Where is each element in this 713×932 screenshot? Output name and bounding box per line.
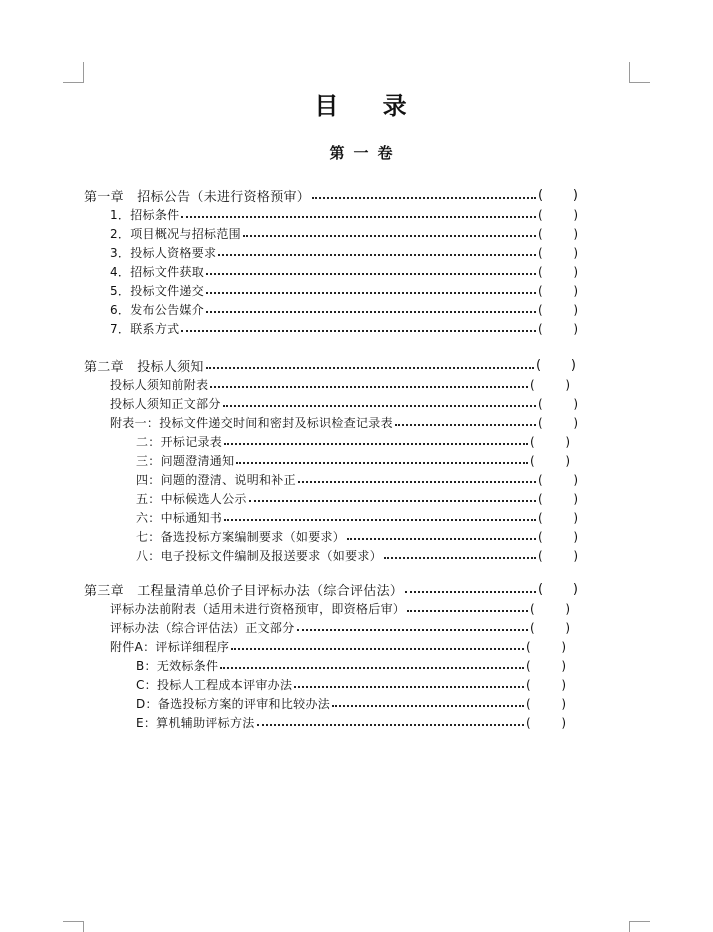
toc-entry[interactable] xyxy=(136,489,578,508)
corner-mark-bottom-left xyxy=(63,921,84,932)
toc-entry-title: 附件A：评标详细程序 xyxy=(110,640,230,654)
close-bracket: ) xyxy=(572,188,578,203)
open-bracket: ( xyxy=(526,658,531,673)
close-bracket: ) xyxy=(565,620,570,635)
toc-entry-title: 四：问题的澄清、说明和补正 xyxy=(136,473,296,487)
page-number-brackets xyxy=(538,582,578,597)
dot-leader xyxy=(298,480,536,483)
dot-leader xyxy=(210,385,528,388)
open-bracket: ( xyxy=(530,620,535,635)
toc-entry[interactable] xyxy=(110,243,578,262)
toc-entry[interactable] xyxy=(136,656,566,675)
open-bracket: ( xyxy=(526,715,531,730)
toc-entry-title: 三：问题澄清通知 xyxy=(136,454,235,468)
toc-entry-title: 八：电子投标文件编制及报送要求（如要求） xyxy=(136,549,383,563)
toc-entry-title: D：备选投标方案的评审和比较办法 xyxy=(136,697,331,711)
page-number-brackets xyxy=(538,549,578,563)
dot-leader xyxy=(206,272,536,275)
toc-entry-title: 六：中标通知书 xyxy=(136,511,223,525)
toc-entry-title: 第三章 工程量清单总价子目评标办法（综合评估法） xyxy=(84,584,404,599)
dot-leader xyxy=(395,423,536,426)
toc-entry[interactable] xyxy=(110,224,578,243)
page-number-brackets xyxy=(538,511,578,525)
toc-entry[interactable] xyxy=(110,394,578,413)
open-bracket: ( xyxy=(530,453,535,468)
dot-leader xyxy=(332,704,524,707)
page-number-brackets xyxy=(526,640,566,654)
open-bracket: ( xyxy=(530,601,535,616)
open-bracket: ( xyxy=(538,582,544,597)
page-number-brackets xyxy=(538,416,578,430)
close-bracket: ) xyxy=(565,601,570,616)
page-number-brackets xyxy=(526,697,566,711)
toc-entry-title: 评标办法（综合评估法）正文部分 xyxy=(110,621,295,635)
dot-leader xyxy=(231,647,524,650)
page-number-brackets xyxy=(530,454,570,468)
close-bracket: ) xyxy=(570,358,576,373)
page-number-brackets xyxy=(526,678,566,692)
close-bracket: ) xyxy=(573,302,578,317)
toc-entry-title: 评标办法前附表（适用未进行资格预审，即资格后审） xyxy=(110,602,406,616)
toc-entry-title: 2．项目概况与招标范围 xyxy=(110,227,241,241)
dot-leader xyxy=(312,196,536,199)
dot-leader xyxy=(206,310,536,313)
page-number-brackets xyxy=(538,208,578,222)
toc-entry[interactable] xyxy=(136,527,578,546)
close-bracket: ) xyxy=(565,453,570,468)
dot-leader xyxy=(384,556,536,559)
close-bracket: ) xyxy=(573,548,578,563)
page-number-brackets xyxy=(526,716,566,730)
close-bracket: ) xyxy=(573,264,578,279)
close-bracket: ) xyxy=(573,510,578,525)
open-bracket: ( xyxy=(538,321,543,336)
close-bracket: ) xyxy=(573,283,578,298)
toc-entry[interactable] xyxy=(110,637,566,656)
toc-entry[interactable] xyxy=(110,300,578,319)
close-bracket: ) xyxy=(565,434,570,449)
open-bracket: ( xyxy=(538,245,543,260)
close-bracket: ) xyxy=(573,472,578,487)
toc-entry[interactable] xyxy=(110,319,578,338)
page-number-brackets xyxy=(538,303,578,317)
dot-leader xyxy=(243,234,536,237)
dot-leader xyxy=(257,723,524,726)
page-number-brackets xyxy=(538,284,578,298)
dot-leader xyxy=(220,666,524,669)
close-bracket: ) xyxy=(573,245,578,260)
toc-entry-title: 1．招标条件 xyxy=(110,208,180,222)
dot-leader xyxy=(206,291,536,294)
toc-entry-title: 7．联系方式 xyxy=(110,322,180,336)
toc-entry[interactable] xyxy=(136,432,570,451)
page-number-brackets xyxy=(538,530,578,544)
close-bracket: ) xyxy=(572,582,578,597)
corner-mark-top-left xyxy=(63,62,84,83)
page-number-brackets xyxy=(538,322,578,336)
open-bracket: ( xyxy=(538,396,543,411)
close-bracket: ) xyxy=(565,377,570,392)
dot-leader xyxy=(223,404,536,407)
toc-entry-title: C：投标人工程成本评审办法 xyxy=(136,678,293,692)
close-bracket: ) xyxy=(561,639,566,654)
dot-leader xyxy=(224,518,536,521)
toc-entry[interactable] xyxy=(136,451,570,470)
corner-mark-top-right xyxy=(629,62,650,83)
toc-entry[interactable] xyxy=(136,694,566,713)
open-bracket: ( xyxy=(538,415,543,430)
page-number-brackets xyxy=(526,659,566,673)
dot-leader xyxy=(218,253,536,256)
dot-leader xyxy=(224,442,528,445)
page-number-brackets xyxy=(530,435,570,449)
toc-entry-title: 5．投标文件递交 xyxy=(110,284,205,298)
toc-entry-title: 附表一：投标文件递交时间和密封及标识检查记录表 xyxy=(110,416,393,430)
open-bracket: ( xyxy=(538,226,543,241)
toc-entry-title: E：算机辅助评标方法 xyxy=(136,716,255,730)
page-number-brackets xyxy=(538,397,578,411)
open-bracket: ( xyxy=(538,472,543,487)
open-bracket: ( xyxy=(538,548,543,563)
dot-leader xyxy=(407,609,528,612)
toc-entry-title: B：无效标条件 xyxy=(136,659,219,673)
volume-subtitle: 第一卷 xyxy=(329,144,402,162)
dot-leader xyxy=(347,537,536,540)
open-bracket: ( xyxy=(538,302,543,317)
toc-entry[interactable] xyxy=(136,470,578,489)
toc-entry[interactable] xyxy=(110,281,578,300)
close-bracket: ) xyxy=(573,491,578,506)
toc-entry-title: 七：备选投标方案编制要求（如要求） xyxy=(136,530,346,544)
corner-mark-bottom-right xyxy=(629,921,650,932)
open-bracket: ( xyxy=(530,377,535,392)
toc-entry[interactable] xyxy=(136,675,566,694)
toc-entry-title: 第二章 投标人须知 xyxy=(84,360,204,375)
open-bracket: ( xyxy=(538,529,543,544)
open-bracket: ( xyxy=(536,358,542,373)
toc-entry[interactable] xyxy=(110,205,578,224)
toc-chapter-entry[interactable] xyxy=(84,356,576,375)
page-number-brackets xyxy=(530,378,570,392)
dot-leader xyxy=(297,628,528,631)
open-bracket: ( xyxy=(538,188,544,203)
dot-leader xyxy=(181,215,536,218)
close-bracket: ) xyxy=(561,677,566,692)
dot-leader xyxy=(249,499,536,502)
close-bracket: ) xyxy=(561,696,566,711)
page-number-brackets xyxy=(530,621,570,635)
toc-entry[interactable] xyxy=(110,413,578,432)
open-bracket: ( xyxy=(538,207,543,222)
toc-entry-title: 4．招标文件获取 xyxy=(110,265,205,279)
toc-entry[interactable] xyxy=(136,508,578,527)
open-bracket: ( xyxy=(526,639,531,654)
toc-entry[interactable] xyxy=(110,262,578,281)
toc-entry-title: 第一章 招标公告（未进行资格预审） xyxy=(84,190,311,205)
close-bracket: ) xyxy=(573,396,578,411)
toc-entry[interactable] xyxy=(110,599,570,618)
toc-entry-title: 3．投标人资格要求 xyxy=(110,246,217,260)
close-bracket: ) xyxy=(573,207,578,222)
dot-leader xyxy=(405,590,536,593)
close-bracket: ) xyxy=(573,415,578,430)
close-bracket: ) xyxy=(573,529,578,544)
page-number-brackets xyxy=(536,358,576,373)
toc-chapter-entry[interactable] xyxy=(84,186,578,205)
toc-chapter-entry[interactable] xyxy=(84,580,578,599)
page-title: 目 录 xyxy=(314,92,425,120)
close-bracket: ) xyxy=(573,226,578,241)
open-bracket: ( xyxy=(538,264,543,279)
toc-entry[interactable] xyxy=(136,546,578,565)
toc-entry-title: 五：中标候选人公示 xyxy=(136,492,247,506)
close-bracket: ) xyxy=(573,321,578,336)
page-number-brackets xyxy=(538,227,578,241)
toc-entry[interactable] xyxy=(110,375,570,394)
page-number-brackets xyxy=(538,473,578,487)
dot-leader xyxy=(181,329,536,332)
toc-entry-title: 投标人须知正文部分 xyxy=(110,397,221,411)
page-number-brackets xyxy=(530,602,570,616)
toc-entry[interactable] xyxy=(136,713,566,732)
toc-entry-title: 6．发布公告媒介 xyxy=(110,303,205,317)
page-number-brackets xyxy=(538,265,578,279)
open-bracket: ( xyxy=(526,677,531,692)
dot-leader xyxy=(294,685,524,688)
open-bracket: ( xyxy=(538,283,543,298)
open-bracket: ( xyxy=(530,434,535,449)
close-bracket: ) xyxy=(561,715,566,730)
page-number-brackets xyxy=(538,246,578,260)
toc-entry-title: 二：开标记录表 xyxy=(136,435,223,449)
open-bracket: ( xyxy=(538,491,543,506)
open-bracket: ( xyxy=(538,510,543,525)
open-bracket: ( xyxy=(526,696,531,711)
toc-entry[interactable] xyxy=(110,618,570,637)
dot-leader xyxy=(206,366,534,369)
close-bracket: ) xyxy=(561,658,566,673)
page-number-brackets xyxy=(538,188,578,203)
page-number-brackets xyxy=(538,492,578,506)
dot-leader xyxy=(236,461,528,464)
toc-entry-title: 投标人须知前附表 xyxy=(110,378,209,392)
